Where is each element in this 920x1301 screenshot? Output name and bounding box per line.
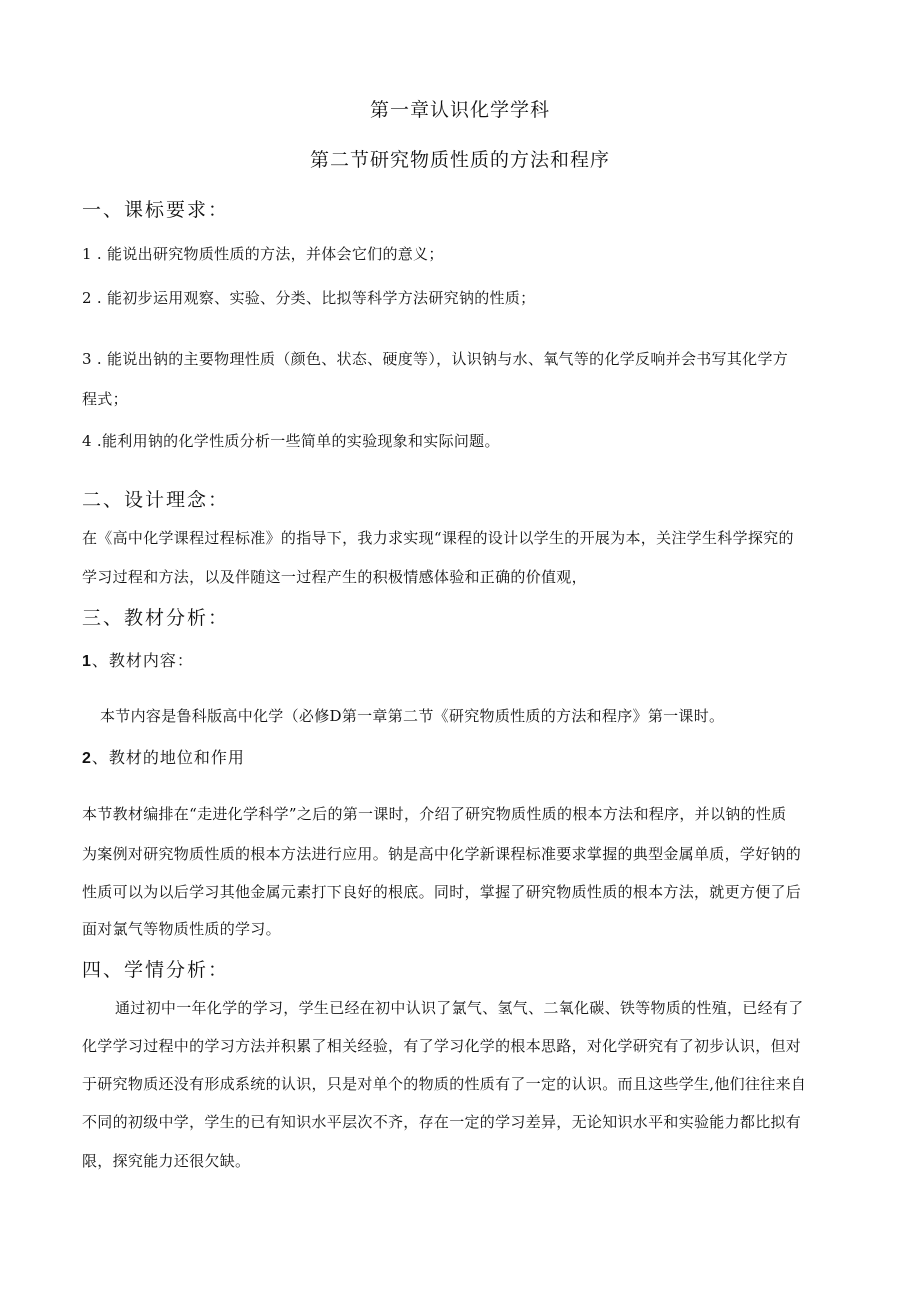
heading-student-analysis: 四、学情分析： (82, 959, 230, 981)
paragraph-line: 不同的初级中学，学生的已有知识水平层次不齐，存在一定的学习差异，无论知识水平和实验能力都比拟有 (82, 1113, 802, 1131)
requirement-item-continuation: 程式； (82, 390, 128, 408)
subheading-text: 、教材的地位和作用 (91, 748, 245, 767)
paragraph-line: 化学学习过程中的学习方法并积累了相关经验，有了学习化学的根本思路，对化学研究有了初步认识，但对 (82, 1037, 802, 1055)
subheading-text: 、教材内容： (91, 651, 194, 670)
requirement-item: 3 . 能说出钠的主要物理性质（颜色、状态、硬度等），认识钠与水、氧气等的化学反响并会书写其化学方 (82, 350, 789, 368)
paragraph-line: 性质可以为以后学习其他金属元素打下良好的根底。同时，掌握了研究物质性质的根本方法，就更方便了后 (82, 883, 802, 901)
subheading-number: 2 (82, 750, 92, 767)
heading-curriculum-requirements: 一、课标要求： (82, 199, 230, 221)
requirement-item: 4 .能利用钠的化学性质分析一些简单的实验现象和实际问题。 (82, 432, 500, 450)
heading-design-concept: 二、设计理念： (82, 489, 230, 511)
paragraph-line: 为案例对研究物质性质的根本方法进行应用。钠是高中化学新课程标准要求掌握的典型金属单质，学好钠的 (82, 845, 802, 863)
paragraph-line: 在《高中化学课程过程标准》的指导下，我力求实现“课程的设计以学生的开展为本，关注学生科学探究的 (82, 529, 794, 547)
paragraph-line: 本节教材编排在“走进化学科学”之后的第一课时，介绍了研究物质性质的根本方法和程序，并以钠的性质 (82, 805, 787, 823)
paragraph-line: 通过初中一年化学的学习，学生已经在初中认识了氯气、氢气、二氧化碳、铁等物质的性殖，已经有了 (115, 999, 804, 1017)
requirement-item: 2 . 能初步运用观察、实验、分类、比拟等科学方法研究钠的性质； (82, 289, 536, 307)
paragraph-line: 本节内容是鲁科版高中化学（必修D第一章第二节《研究物质性质的方法和程序》第一课时。 (100, 707, 725, 725)
paragraph-line: 面对氯气等物质性质的学习。 (82, 920, 281, 938)
paragraph-line: 限，探究能力还很欠缺。 (82, 1152, 251, 1170)
requirement-item: 1 . 能说出研究物质性质的方法，并体会它们的意义； (82, 245, 444, 263)
paragraph-line: 于研究物质还没有形成系统的认识，只是对单个的物质的性质有了一定的认识。而且这些学生,他们往往来自 (82, 1075, 807, 1093)
subheading-textbook-content (82, 648, 194, 671)
subheading-number: 1 (82, 653, 92, 670)
section-title: 第二节研究物质性质的方法和程序 (309, 149, 610, 171)
chapter-title: 第一章认识化学学科 (369, 99, 550, 121)
heading-textbook-analysis: 三、教材分析： (82, 607, 230, 629)
paragraph-line: 学习过程和方法，以及伴随这一过程产生的积极情感体验和正确的价值观， (82, 568, 587, 586)
subheading-position-role (82, 745, 245, 768)
